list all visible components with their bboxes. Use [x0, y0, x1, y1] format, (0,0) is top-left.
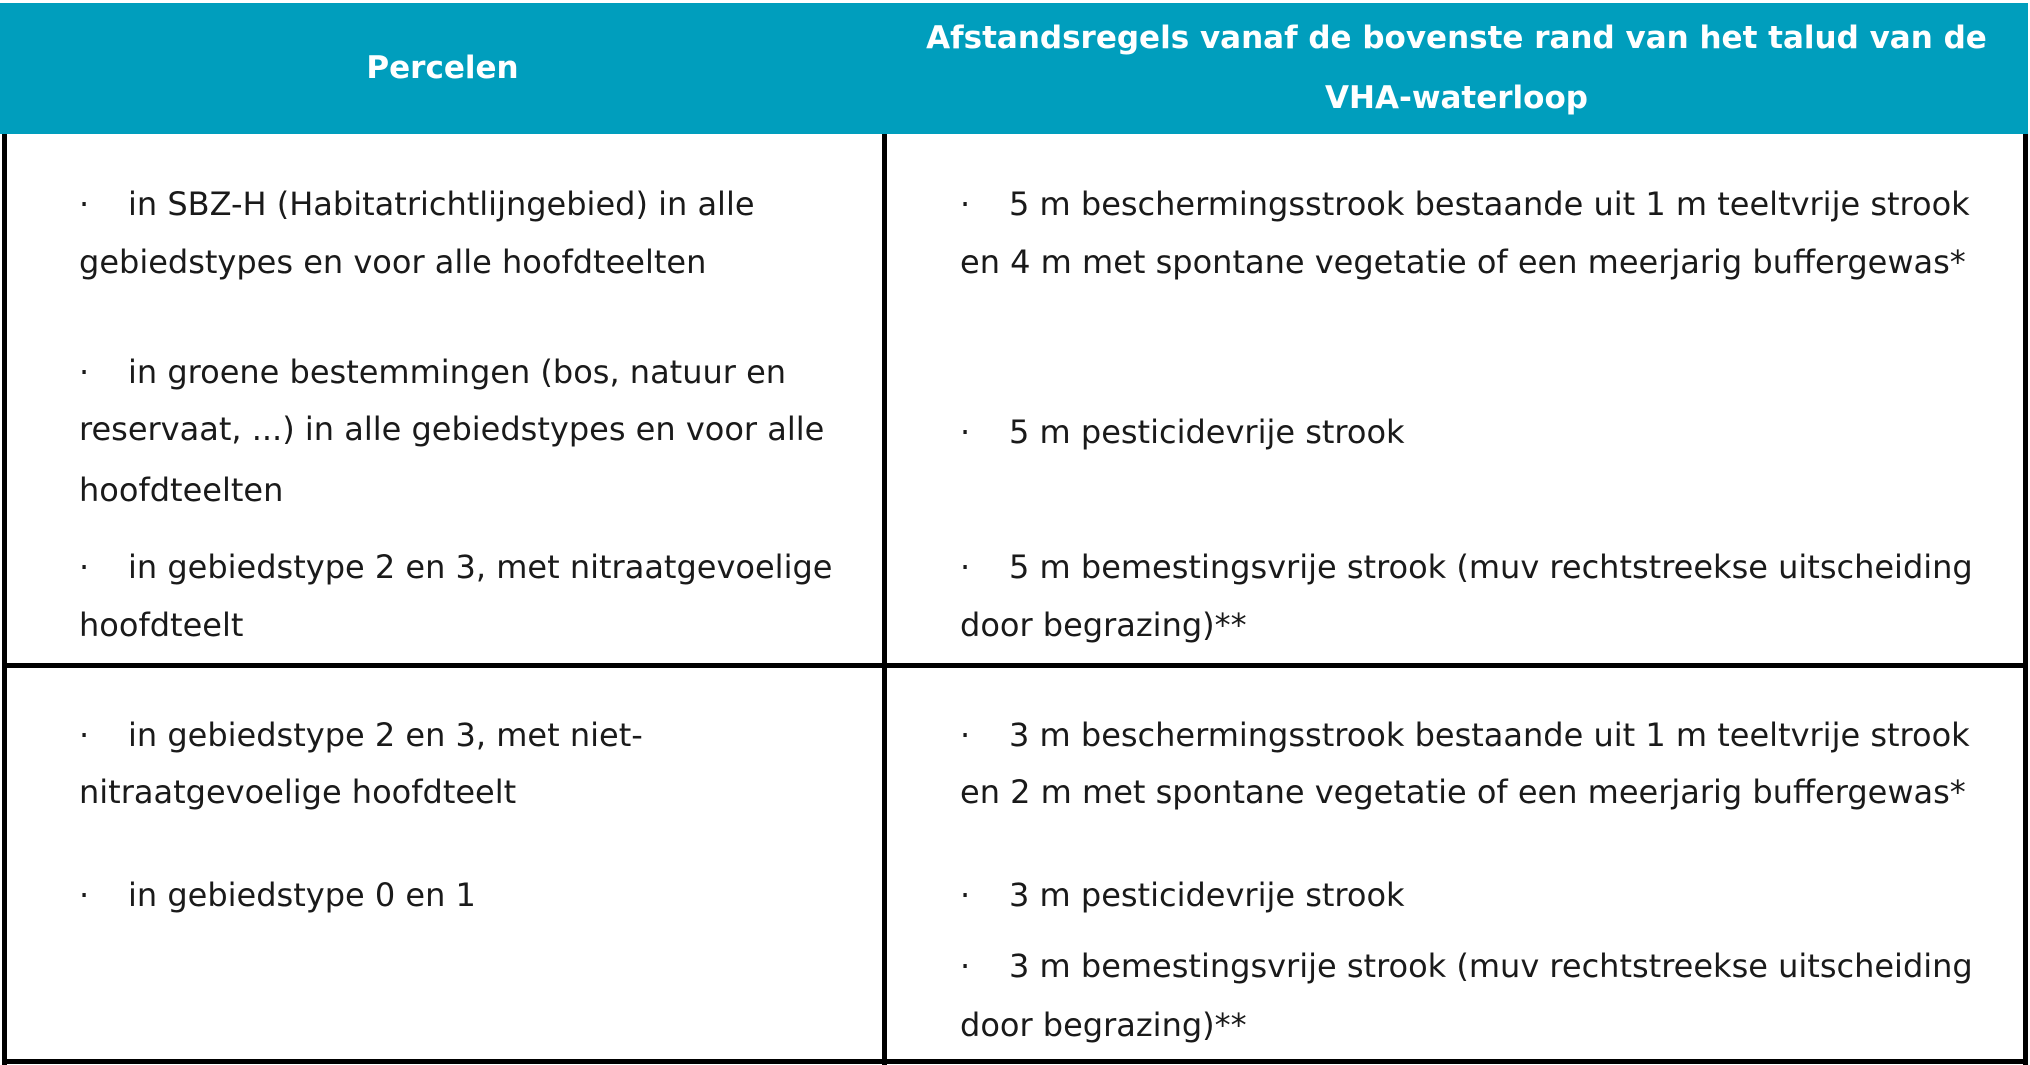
bullet-icon: · — [960, 185, 971, 223]
bullet-icon: · — [79, 716, 90, 754]
bullet-icon: · — [79, 353, 90, 391]
percelen-item-cont: gebiedstypes en voor alle hoofdteelten — [79, 243, 707, 281]
rule-item — [960, 875, 1405, 915]
header-percelen: Percelen — [366, 50, 519, 86]
rule-item — [960, 547, 1973, 587]
table-border-right — [2023, 134, 2028, 1065]
rule-item-cont: en 2 m met spontane vegetatie of een meerjarig buffergewas* — [960, 773, 1966, 811]
rule-item-cont: en 4 m met spontane vegetatie of een meerjarig buffergewas* — [960, 243, 1966, 281]
bullet-icon: · — [960, 947, 971, 985]
item-text: 3 m pesticidevrije strook — [1009, 876, 1405, 914]
percelen-item-cont: hoofdteelten — [79, 471, 284, 509]
table-border-left — [2, 134, 7, 1065]
row-divider — [2, 663, 2028, 668]
rule-item-cont: door begrazing)** — [960, 606, 1247, 644]
item-text: in gebiedstype 0 en 1 — [128, 876, 476, 914]
percelen-item-cont: reservaat, ...) in alle gebiedstypes en voor alle — [79, 410, 825, 448]
bullet-icon: · — [960, 716, 971, 754]
item-text: in SBZ-H (Habitatrichtlijngebied) in alle — [128, 185, 755, 223]
rule-item — [960, 715, 1970, 755]
rule-item — [960, 412, 1405, 452]
percelen-item — [79, 875, 476, 915]
table-border-bottom — [2, 1059, 2028, 1064]
item-text: in gebiedstype 2 en 3, met nitraatgevoelige — [128, 548, 833, 586]
percelen-item — [79, 352, 786, 392]
bullet-icon: · — [79, 548, 90, 586]
header-afstandsregels-line1: Afstandsregels vanaf de bovenste rand van het talud van de — [926, 20, 1987, 56]
percelen-item — [79, 715, 643, 755]
bullet-icon: · — [960, 548, 971, 586]
rule-item — [960, 946, 1973, 986]
item-text: 5 m beschermingsstrook bestaande uit 1 m teeltvrije strook — [1009, 185, 1970, 223]
header-afstandsregels-line2: VHA-waterloop — [1325, 80, 1588, 116]
percelen-item — [79, 184, 755, 224]
item-text: in gebiedstype 2 en 3, met niet- — [128, 716, 643, 754]
percelen-item — [79, 547, 832, 587]
column-divider — [882, 134, 887, 1065]
item-text: 5 m pesticidevrije strook — [1009, 413, 1405, 451]
percelen-item-cont: nitraatgevoelige hoofdteelt — [79, 773, 517, 811]
percelen-item-cont: hoofdteelt — [79, 606, 244, 644]
item-text: 3 m beschermingsstrook bestaande uit 1 m teeltvrije strook — [1009, 716, 1970, 754]
item-text: in groene bestemmingen (bos, natuur en — [128, 353, 787, 391]
bullet-icon: · — [79, 185, 90, 223]
bullet-icon: · — [79, 876, 90, 914]
bullet-icon: · — [960, 876, 971, 914]
rule-item-cont: door begrazing)** — [960, 1006, 1247, 1044]
bullet-icon: · — [960, 413, 971, 451]
rule-item — [960, 184, 1970, 224]
table-header — [0, 3, 2028, 134]
item-text: 5 m bemestingsvrije strook (muv rechtstreekse uitscheiding — [1009, 548, 1973, 586]
item-text: 3 m bemestingsvrije strook (muv rechtstreekse uitscheiding — [1009, 947, 1973, 985]
